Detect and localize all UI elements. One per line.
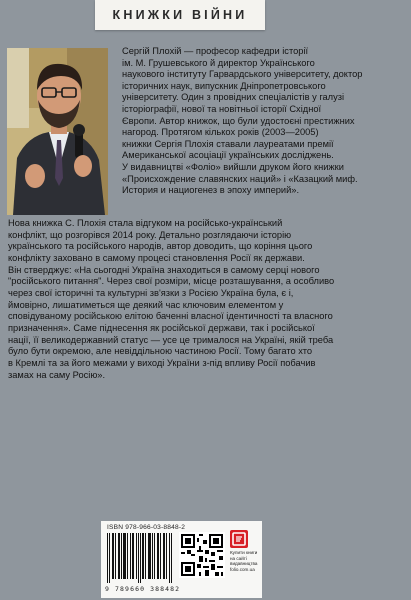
bio-line: «Происхождение славянских наций» і «Казацкий миф.: [122, 173, 358, 184]
barcode-number: 9 789660 388482: [105, 585, 181, 593]
description-line: "російського питання". Через свої розміри, місце розташування, а особливо: [8, 276, 335, 287]
bio-line: ім. М. Грушевського й директор Українського: [122, 57, 315, 68]
description-line: Нова книжка С. Плохія стала відгуком на російсько-український: [8, 218, 283, 228]
description-line: замах на саму Росію».: [8, 369, 106, 380]
bio-line: наукового інституту Гарвардського університету, доктор: [122, 69, 363, 80]
description-line: було бути окремою, але невіддільною частиною Росії. Тому багато хто: [8, 346, 313, 357]
shop-text-line: видавництва: [230, 561, 258, 567]
shop-text-line: folio.com.ua: [230, 566, 255, 572]
description-line: нації, її великодержавний статус — усе це трималося на Україні, якій треба: [8, 334, 334, 345]
shop-text-line: на сайті: [230, 555, 247, 561]
description-line: призначення». Саме піднесення як російської держави, так і російської: [8, 322, 315, 333]
bio-line: У видавництві «Фоліо» вийшли друком його книжки: [122, 161, 344, 172]
description-line: українського та російського народів, автор доводить, що коріння цього: [8, 241, 313, 252]
isbn-label: ISBN 978-966-03-8848-2: [107, 524, 186, 531]
description-line: Він стверджує: «На сьогодні Україна знаходиться в самому серці нового: [8, 264, 320, 275]
bio-line: История и нациогенез в эпоху империй».: [122, 185, 300, 196]
author-bio: [122, 46, 404, 197]
description-line: в Кремлі та за його межами у виході України з-під впливу Росії побачив: [8, 357, 316, 368]
description-line: конфлікту заховано в самому процесі становлення Росії як держави.: [8, 252, 305, 263]
bio-line: університету. Один з провідних спеціалістів у галузі: [122, 92, 345, 103]
author-photo: [7, 48, 108, 215]
series-label: [95, 0, 265, 30]
bio-line: нагород. Протягом кількох років (2003—2005): [122, 127, 319, 138]
description-line: конфлікт, що розгорівся 2014 року. Детально розглядаючи історію: [8, 229, 292, 240]
bio-line: історичних наук, випускник Дніпропетровського: [122, 80, 326, 91]
qr-code-icon: [179, 532, 225, 578]
shop-text-line: Купити книги: [230, 550, 258, 555]
bio-line: Європи. Автор книжок, що були удостоєні престижних: [122, 115, 355, 126]
bio-line: книжки Сергія Плохія ставали лауреатами премії: [122, 138, 334, 149]
barcode-icon: [107, 533, 173, 583]
online-shop-note: [230, 530, 272, 586]
series-title: КНИЖКИ ВІЙНИ: [112, 8, 248, 22]
bio-line: історіографії, нової та новітньої історії Східної: [122, 103, 322, 114]
description-line: ймовірно, лишатиметься ще деякий час ключовим елементом у: [8, 299, 284, 310]
bio-line: Сергій Плохій — професор кафедри історії: [122, 46, 309, 56]
bio-line: Американської асоціації українських досліджень.: [122, 150, 334, 161]
description-line: сповідуваному російською елітою баченні власної ідентичності та власного: [8, 311, 333, 322]
folio-shop-logo-icon: [230, 530, 248, 548]
book-description: [8, 218, 404, 381]
description-line: через свої історичні та культурні зв'язки з Росією Україна була, є і,: [8, 287, 294, 298]
